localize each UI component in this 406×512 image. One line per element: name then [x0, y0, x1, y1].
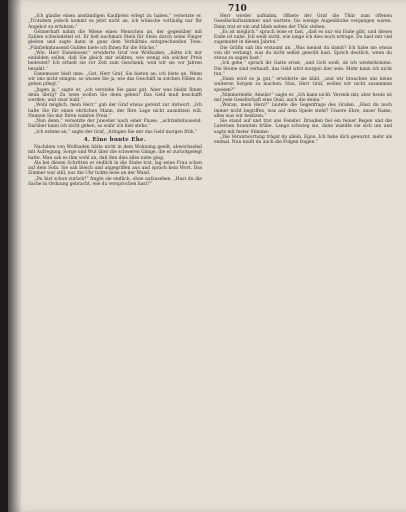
left-column	[28, 14, 202, 187]
paragraph: „Du bist schon zurück?“ fragte sie endlich, ohne aufzusehen. „Hast du die Sache in Ordnung gebracht, wie du versprochen hast?“	[28, 176, 202, 187]
right-column-text	[214, 14, 392, 145]
paragraph: Nachdem von Wolfsaden hätte nicht in dem Wohnung geeilt, abwechselnd mit Aufregung, Sorge und Wut über die schweren Gänge, die er zurückgelegt hatte. Man sah es ihm wohl an, daß ihm dies alles nahe ging.	[28, 145, 202, 161]
right-column	[214, 14, 392, 145]
binding-shadow	[8, 0, 22, 512]
page-number: 710	[228, 4, 247, 14]
paragraph: „Nimmermehr, Amelie!“ sagte er. „Ich kann nicht. Verzeih mir, aber heute ist mir jede Gesellschaft eine Qual, auch die deine.“	[214, 92, 392, 103]
paragraph: „Es ist möglich,“ sprach leise er fast, „daß es nur ein Ende gibt, und dieses Ende ist nahe. Ich weiß nicht, wie lange ich dies noch ertrage. Du hast mir viel zugemutet in diesen Jahren.“	[214, 29, 392, 46]
paragraph: „Ich gehe,“ sprach ihr Gatte ernst, „und Gott weiß, ob ich wiederkomme. Die Steine sind verkauft, das Geld wird morgen hier sein. Mehr kann ich nicht tun.“	[214, 61, 392, 77]
paragraph: „Dann wird es ja gut,“ erwiderte sie kühl, „und wir brauchen uns keine weiteren Sorgen zu machen. Nun, Herr Graf, wollen wir nicht zusammen speisen?“	[214, 77, 392, 93]
paragraph: Herr wieder aufnahm, öffnete der Graf die Thür zum offenen Gesellschaftszimmer und wartete, bis wenige Augenblicke vergangen waren. Dann trat er ein und blieb neben der Thür stehen.	[214, 14, 392, 30]
book-page	[8, 0, 406, 512]
paragraph: Als bei diesen Schritten er endlich in die Stube trat, lag seine Frau schon auf dem Sofa. Sie sah bleich und angegriffen aus und sprach kein Wort. Das Zimmer war still, nur die Uhr tickte leise an der Wand.	[28, 160, 202, 177]
paragraph: „Wie, Herr Ennemoser,“ erwiderte Graf von Wolfsaden, „hätte ich mir einbilden sollen, daß Sie gleich mir wüßten, wie wenig ein solcher Preis bedeutet? Ich erhielt sie vor Zeit zum Geschenk, weil wir sie vor Jahren bezahlt.“	[28, 50, 202, 72]
paragraph: „Ich nehme an,“ sagte der Graf, „bringen Sie mir das Geld morgen früh.“	[34, 129, 198, 135]
paragraph: „Die Verantwortung trägst du allein, Egon. Ich habe dich gewarnt, mehr als einmal. Nun mußt du auch die Folgen tragen.“	[214, 134, 392, 145]
paragraph: „Jugen ja,“ sagte er, „ich verstehe Sie ganz gut. Aber was bleibt Ihnen denn übrig? Zu wem wollen Sie denn gehen? Das Geld muß beschafft werden, und zwar bald.“	[28, 87, 202, 103]
paragraph: Sie stand auf und trat ans Fenster. Draußen fiel ein feiner Regen und die Laternen brannten trübe. Lange schwieg sie, dann wandte sie sich um und sagte mit fester Stimme:	[214, 119, 392, 135]
left-column-text-after	[28, 145, 202, 187]
paragraph: Die Gräfin sah ihn erstaunt an. „Was meinst du damit? Ich habe nie etwas von dir verlangt, was du nicht selbst gewollt hast. Sprich deutlich, wenn du etwas zu sagen hast.“	[214, 45, 392, 61]
paragraph: „Ich glaube einen anständigen Kaufpreis erlegt zu haben,“ versetzte er. „Trotzdem jedoch kommt es jetzt nicht an, ich wünsche vorläufig nur Ihr Angebot zu erfahren.“	[28, 14, 202, 30]
paragraph: „Nun denn,“ versetzte der Juwelier nach einer Pause, „achtzehntausend. Darüber kann ich nicht gehen, so wahr ich hier stehe.“	[28, 119, 202, 130]
paragraph: „Wohl möglich, mein Herr,“ gab der Graf etwas gereizt zur Antwort. „Ich halte Sie für einen ehrlichen Mann, der Ihre Lage nicht ausnützen will. Nennen Sie mir Ihren wahren Preis.“	[28, 103, 202, 119]
paragraph: Gönnerhaft nahm die Miene eines Menschen an, der gegenüber mit Zahlen schwindelnd ist. Er ließ nochmals Stein für Stein durch seine Finger gleiten und sagte dann in ganz dem Verhältnis entsprechenden Tone: „Fünfzehntausend Gulden biete ich Ihnen für die Stücke.“	[28, 29, 202, 51]
paragraph: „Woran, mein Herz?“ lautete die Gegenfrage des Grafen. „Hast du noch immer nicht begriffen, was auf dem Spiele steht? Unsere Ehre, unser Name, alles was wir besitzen.“	[214, 103, 392, 119]
section-title: 4. Eine bunte Ehe.	[83, 136, 147, 143]
left-column-text-before	[28, 14, 202, 135]
paragraph: Ennemoser hielt inne. „Gut, Herr Graf, Sie bieten an; ich biete an. Wenn wir uns nicht einigen, so wissen Sie ja, wie das Geschäft in solchen Fällen zu gehen pflegt.“	[28, 71, 202, 88]
